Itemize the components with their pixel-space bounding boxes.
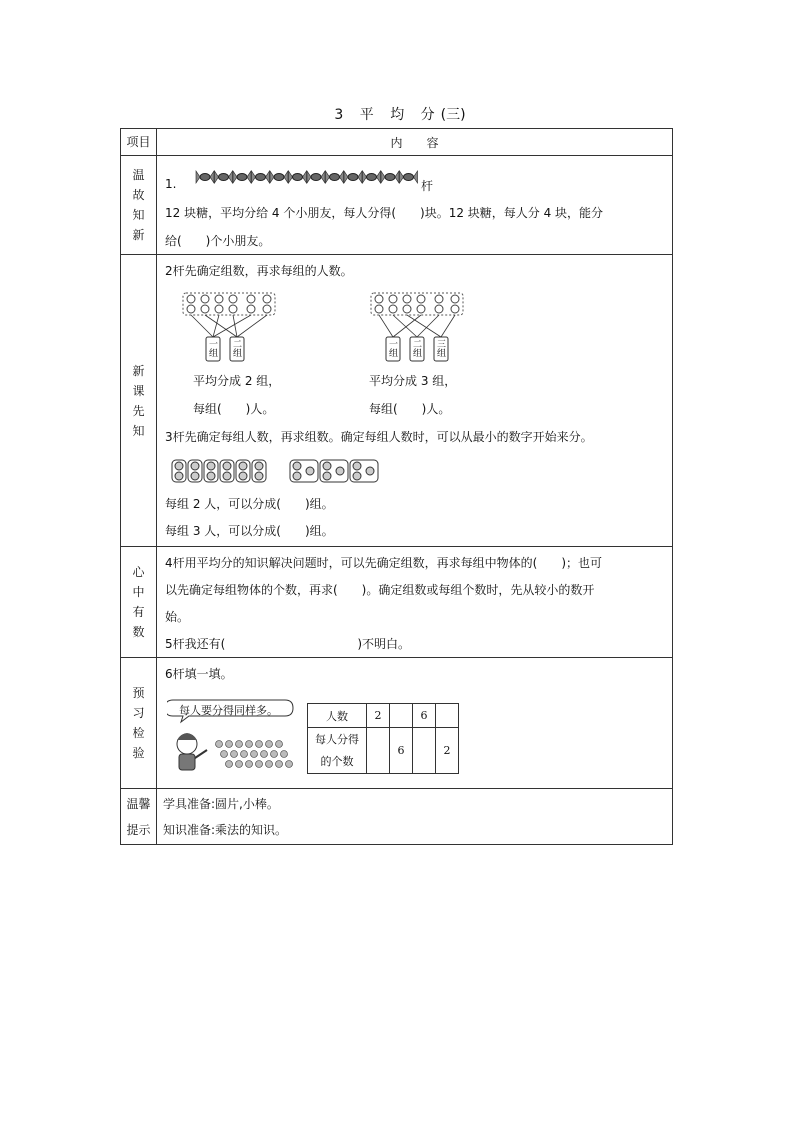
children-circles-a — [187, 295, 271, 313]
candy-icon-row — [193, 164, 423, 190]
candy-icon — [215, 171, 233, 183]
lesson-table — [120, 128, 673, 845]
candy-icon — [252, 171, 270, 183]
q6-text: 6杆填一填。 — [165, 667, 233, 681]
candy-row-image — [193, 164, 423, 193]
q1-number: 1. — [165, 177, 177, 191]
header-item: 项目 — [121, 129, 157, 156]
split-3-text: 平均分成 3 组， — [369, 374, 457, 388]
q3-text: 3杆先确定每组人数，再求组数。确定每组人数时，可以从最小的数字开始来分。 — [165, 430, 593, 444]
candy-icon — [307, 171, 325, 183]
candy-icon — [344, 171, 362, 183]
q4-line1: 4杆用平均分的知识解决问题时，可以先确定组数，再求每组中物体的( )；也可 — [165, 556, 603, 570]
candy-icon — [289, 171, 307, 183]
fill-cell[interactable] — [413, 728, 436, 774]
per-2-text: 每组 2 人，可以分成( )组。 — [165, 497, 334, 511]
fill-cell[interactable]: 6 — [390, 728, 413, 774]
group-label: 一组 — [207, 339, 217, 357]
new-lesson-cell — [157, 255, 673, 547]
each-2-text: 每组( )人。 — [193, 402, 275, 416]
label-tips: 温馨 提示 — [121, 789, 157, 845]
candy-icon — [381, 171, 399, 183]
fill-cell[interactable] — [367, 728, 390, 774]
group-label: 二组 — [231, 339, 241, 357]
review-cell — [157, 156, 673, 255]
q4-line3: 始。 — [165, 610, 190, 624]
candy-icon — [270, 171, 288, 183]
split-2-text: 平均分成 2 组， — [193, 374, 281, 388]
tool-prep-text: 学具准备:圆片,小棒。 — [163, 797, 279, 811]
tips-cell — [157, 789, 673, 845]
boy-icon — [177, 733, 207, 770]
label-review: 温 故 知 新 — [121, 156, 157, 255]
fill-cell[interactable]: 2 — [367, 704, 390, 728]
fill-cell[interactable] — [436, 704, 459, 728]
label-new-lesson: 新 课 先 知 — [121, 255, 157, 547]
header-content: 内 容 — [157, 129, 673, 156]
group-label: 一组 — [387, 339, 397, 357]
children-row-b — [289, 459, 381, 485]
q1-mark: 杆 — [421, 179, 434, 193]
candy-icon — [400, 171, 418, 183]
candy-icon — [196, 171, 214, 183]
fill-cell[interactable]: 6 — [413, 704, 436, 728]
fill-table-head: 每人分得 的个数 — [308, 728, 367, 774]
q5-text: 5杆我还有( )不明白。 — [165, 637, 410, 651]
fill-table — [307, 703, 459, 774]
per-3-text: 每组 3 人，可以分成( )组。 — [165, 524, 334, 538]
q1-line2: 给( )个小朋友。 — [165, 234, 271, 248]
page-title: 3 平 均 分 (三) — [334, 107, 466, 123]
children-row-a — [171, 459, 267, 485]
speech-bubble-text: 每人要分得同样多。 — [179, 704, 278, 717]
fill-table-head: 人数 — [308, 704, 367, 728]
q2-text: 2杆先确定组数，再求每组的人数。 — [165, 264, 353, 278]
q1-line1: 12 块糖，平均分给 4 个小朋友，每人分得( )块。12 块糖，每人分 4 块，能分 — [165, 206, 604, 220]
q4-line2: 以先确定每组物体的个数，再求( )。确定组数或每组个数时，先从较小的数开 — [165, 583, 595, 597]
label-mind: 心 中 有 数 — [121, 547, 157, 658]
candy-icon — [233, 171, 251, 183]
group-label: 二组 — [411, 339, 421, 357]
label-preview: 预 习 检 验 — [121, 658, 157, 789]
fill-cell[interactable]: 2 — [436, 728, 459, 774]
apples-icon — [216, 741, 293, 768]
candy-icon — [326, 171, 344, 183]
preview-cell — [157, 658, 673, 789]
fill-cell[interactable] — [390, 704, 413, 728]
knowledge-prep-text: 知识准备:乘法的知识。 — [163, 823, 288, 837]
group-label: 三组 — [435, 339, 445, 357]
each-3-text: 每组( )人。 — [369, 402, 451, 416]
mind-cell — [157, 547, 673, 658]
candy-icon — [363, 171, 381, 183]
